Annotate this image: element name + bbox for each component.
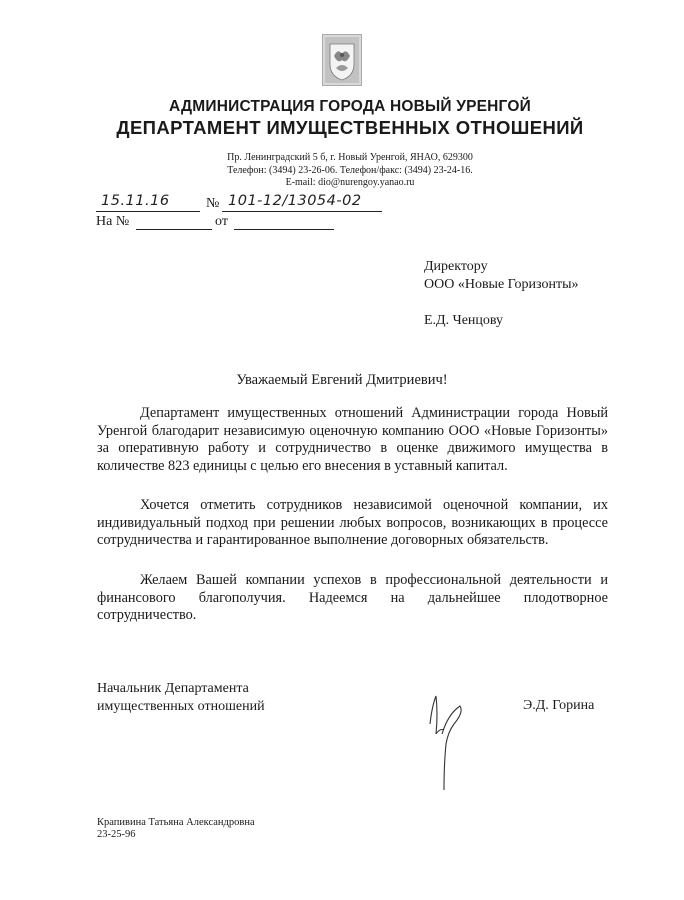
executor-phone: 23-25-96: [97, 829, 136, 840]
signatory-title: [97, 680, 265, 716]
signatory-name: Э.Д. Горина: [523, 698, 595, 713]
reply-date-underline: [234, 229, 334, 230]
reply-from-label: от: [215, 214, 228, 229]
number-sign: №: [206, 196, 220, 211]
contact-block: [0, 152, 684, 190]
phone-line: Телефон: (3494) 23-26-06. Телефон/факс: (3494) 23-24-16.: [227, 164, 473, 176]
handwritten-signature: [424, 684, 474, 794]
executor-name: Крапивина Татьяна Александровна: [97, 817, 255, 828]
administration-title: АДМИНИСТРАЦИЯ ГОРОДА НОВЫЙ УРЕНГОЙ: [169, 98, 531, 115]
reply-label: На №: [96, 214, 130, 229]
reply-number-underline: [136, 229, 212, 230]
addressee-name: Е.Д. Ченцову: [424, 313, 504, 328]
signatory-title-line-1: Начальник Департамента: [97, 681, 249, 696]
handwritten-number: 101-12/13054-02: [228, 193, 362, 209]
signatory-title-line-2: имущественных отношений: [97, 699, 265, 714]
body-paragraph-3: Желаем Вашей компании успехов в профессиональной деятельности и финансового благополучия. Надеемся на дальнейшее плодотворное сотрудничество.: [97, 572, 608, 623]
body-paragraph-1: Департамент имущественных отношений Администрации города Новый Уренгой благодарит независимую оценочную компанию ООО «Новые Горизонты» за оперативную работу и сотрудничество в оценке движимого имущества в количестве 823 единицы с целью его внесения в уставный капитал.: [97, 405, 608, 474]
email-line: E-mail: dio@nurengoy.yanao.ru: [285, 177, 415, 188]
date-underline: [96, 211, 200, 212]
greeting: Уважаемый Евгений Дмитриевич!: [236, 372, 448, 388]
addressee-company: ООО «Новые Горизонты»: [424, 277, 579, 292]
body-paragraph-2: Хочется отметить сотрудников независимой оценочной компании, их индивидуальный подход при решении любых вопросов, возникающих в процессе сотрудничества и гарантированное выполнение договорных обязательств.: [97, 497, 608, 548]
department-title: ДЕПАРТАМЕНТ ИМУЩЕСТВЕННЫХ ОТНОШЕНИЙ: [116, 117, 584, 138]
address-line: Пр. Ленинградский 5 б, г. Новый Уренгой, ЯНАО, 629300: [227, 152, 473, 163]
executor-block: [97, 817, 255, 841]
number-underline: [222, 211, 382, 212]
addressee-position: Директору: [424, 259, 488, 274]
coat-of-arms-icon: [322, 34, 362, 86]
handwritten-date: 15.11.16: [101, 193, 170, 209]
